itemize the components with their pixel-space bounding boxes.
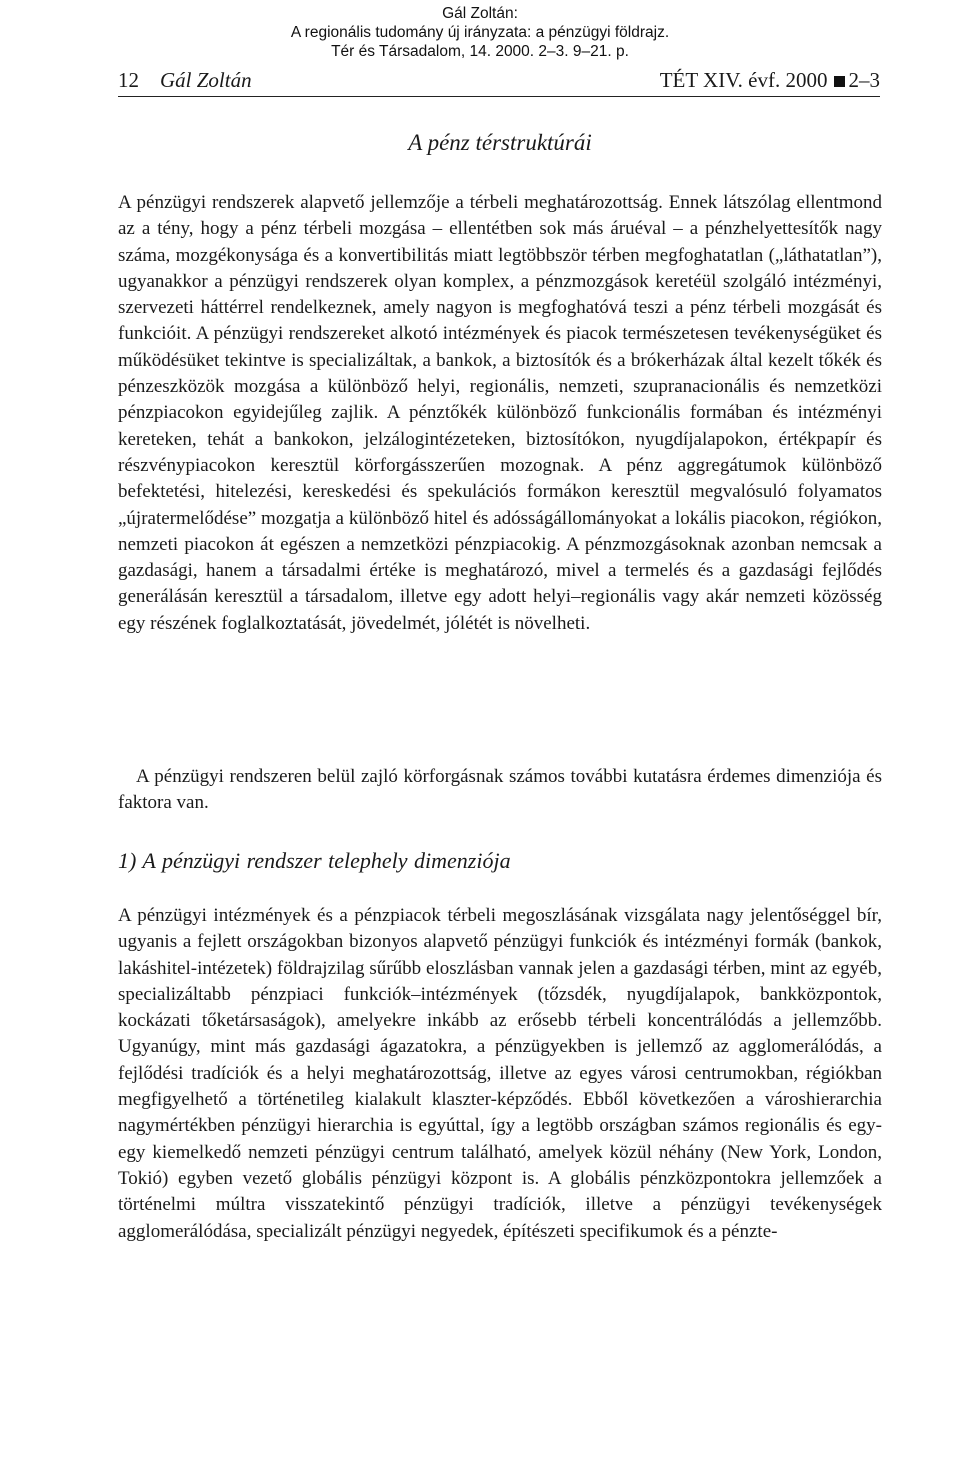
citation-source: Tér és Társadalom, 14. 2000. 2–3. 9–21. p. <box>331 43 629 60</box>
running-head-author: Gál Zoltán <box>160 68 252 92</box>
subsection-title: 1) A pénzügyi rendszer telephely dimenziója <box>118 848 511 873</box>
square-bullet-icon <box>834 76 845 87</box>
section-title: A pénz térstruktúrái <box>408 130 592 155</box>
citation-author: Gál Zoltán: <box>442 5 518 22</box>
journal-issue: 2–3 <box>848 68 880 92</box>
running-head <box>118 66 880 97</box>
paragraph-1: A pénzügyi rendszerek alapvető jellemzője a térbeli meghatározottság. Ennek látszólag ellentmond az a tény, hogy a pénz térbeli mozgása – ellentétben sok más áruéval – a pénzhelyettesítők nagy száma, mozgékonysága és a konvertibilitás miatt legtöbbször térben megfoghatatlan („láthatatlan”), ugyanakkor a pénzügyi rendszerek olyan komplex, a pénzmozgások keretéül szolgáló intézményi, szervezeti háttérrel rendelkeznek, amely nagyon is megfoghatóvá teszi a pénz térbeli mozgását és funkcióit. A pénzügyi rendszereket alkotó intézmények és piacok természetesen tevékenységüket és működésüket tekintve is specializáltak, a bankok, a biztosítók és a brókerházak által kezelt tőkék és pénzeszközök mozgása a különböző helyi, regionális, nemzeti, szupranacionális és nemzetközi pénzpiacokon egyidejűleg zajlik. A pénztőkék különböző funkcionális formában és intézményi kereteken, tehát a bankokon, jelzálogintézeteken, biztosítókon, nyugdíjalapokon, értékpapír és részvénypiacokon keresztül körforgásszerűen mozognak. A pénz aggregátumok különböző befektetési, hitelezési, kereskedési és spekulációs formákon keresztül megvalósuló folyamatos „újratermelődése” mozgatja a különböző hitel és adósságállományokat a lokális piacokon, régiókon, nemzeti piacokon át egészen a nemzetközi pénzpiacokig. A pénzmozgásoknak azonban nemcsak a gazdasági, hanem a társadalmi értéke is meghatározó, mivel a termelés és a gazdasági fejlődés generálásán keresztül a társadalom, illetve egy adott helyi–regionális vagy akár nemzeti közösség egy részének foglalkoztatását, jövedelmét, jólétét is növelheti. <box>118 192 882 634</box>
paragraph-3: A pénzügyi intézmények és a pénzpiacok térbeli megoszlásának vizsgálata nagy jelentőséggel bír, ugyanis a fejlett országokban bizonyos alapvető pénzügyi funkciók és intézményi formák (bankok, lakáshitel-intézetek) földrajzilag sűrűbb eloszlásban vannak jelen a gazdasági térben, mint az egyéb, specializáltabb pénzpiaci funkciók–intézmények (tőzsdék, nyugdíjalapok, bankközpontok, kockázati tőketársaságok), amelyekre inkább az erősebb térbeli koncentrálódás a jellemzőbb. Ugyanúgy, mint más gazdasági ágazatokra, a pénzügyekben is jellemző az agglomerálódás, a fejlődési tradíciók és a helyi meghatározottság, illetve az egyes városi centrumokban, régiókban megfigyelhető a történetileg kialakult klaszter-képződés. Ebből következően a városhierarchia nagymértékben pénzügyi hierarchia is egyúttal, így a legtöbb országban számos regionális és egy-egy kiemelkedő nemzeti pénzügyi centrum található, amelyek közül néhány (New York, London, Tokió) egyben vezető globális pénzügyi központ is. A globális pénzközpontokra jellemzőek a történelmi múltra visszatekintő pénzügyi tradíciók, illetve a pénzügyi tevékenységek agglomerálódása, specializált pénzügyi negyedek, építészeti specifikumok és a pénzte- <box>118 905 882 1242</box>
journal-volume: TÉT XIV. évf. 2000 <box>659 68 828 92</box>
page-number: 12 <box>118 68 139 92</box>
paragraph-2: A pénzügyi rendszeren belül zajló körforgásnak számos további kutatásra érdemes dimenziója és faktora van. <box>118 766 882 814</box>
running-head-journal <box>660 68 880 93</box>
citation-header <box>0 4 960 61</box>
citation-title: A regionális tudomány új irányzata: a pénzügyi földrajz. <box>290 24 670 41</box>
